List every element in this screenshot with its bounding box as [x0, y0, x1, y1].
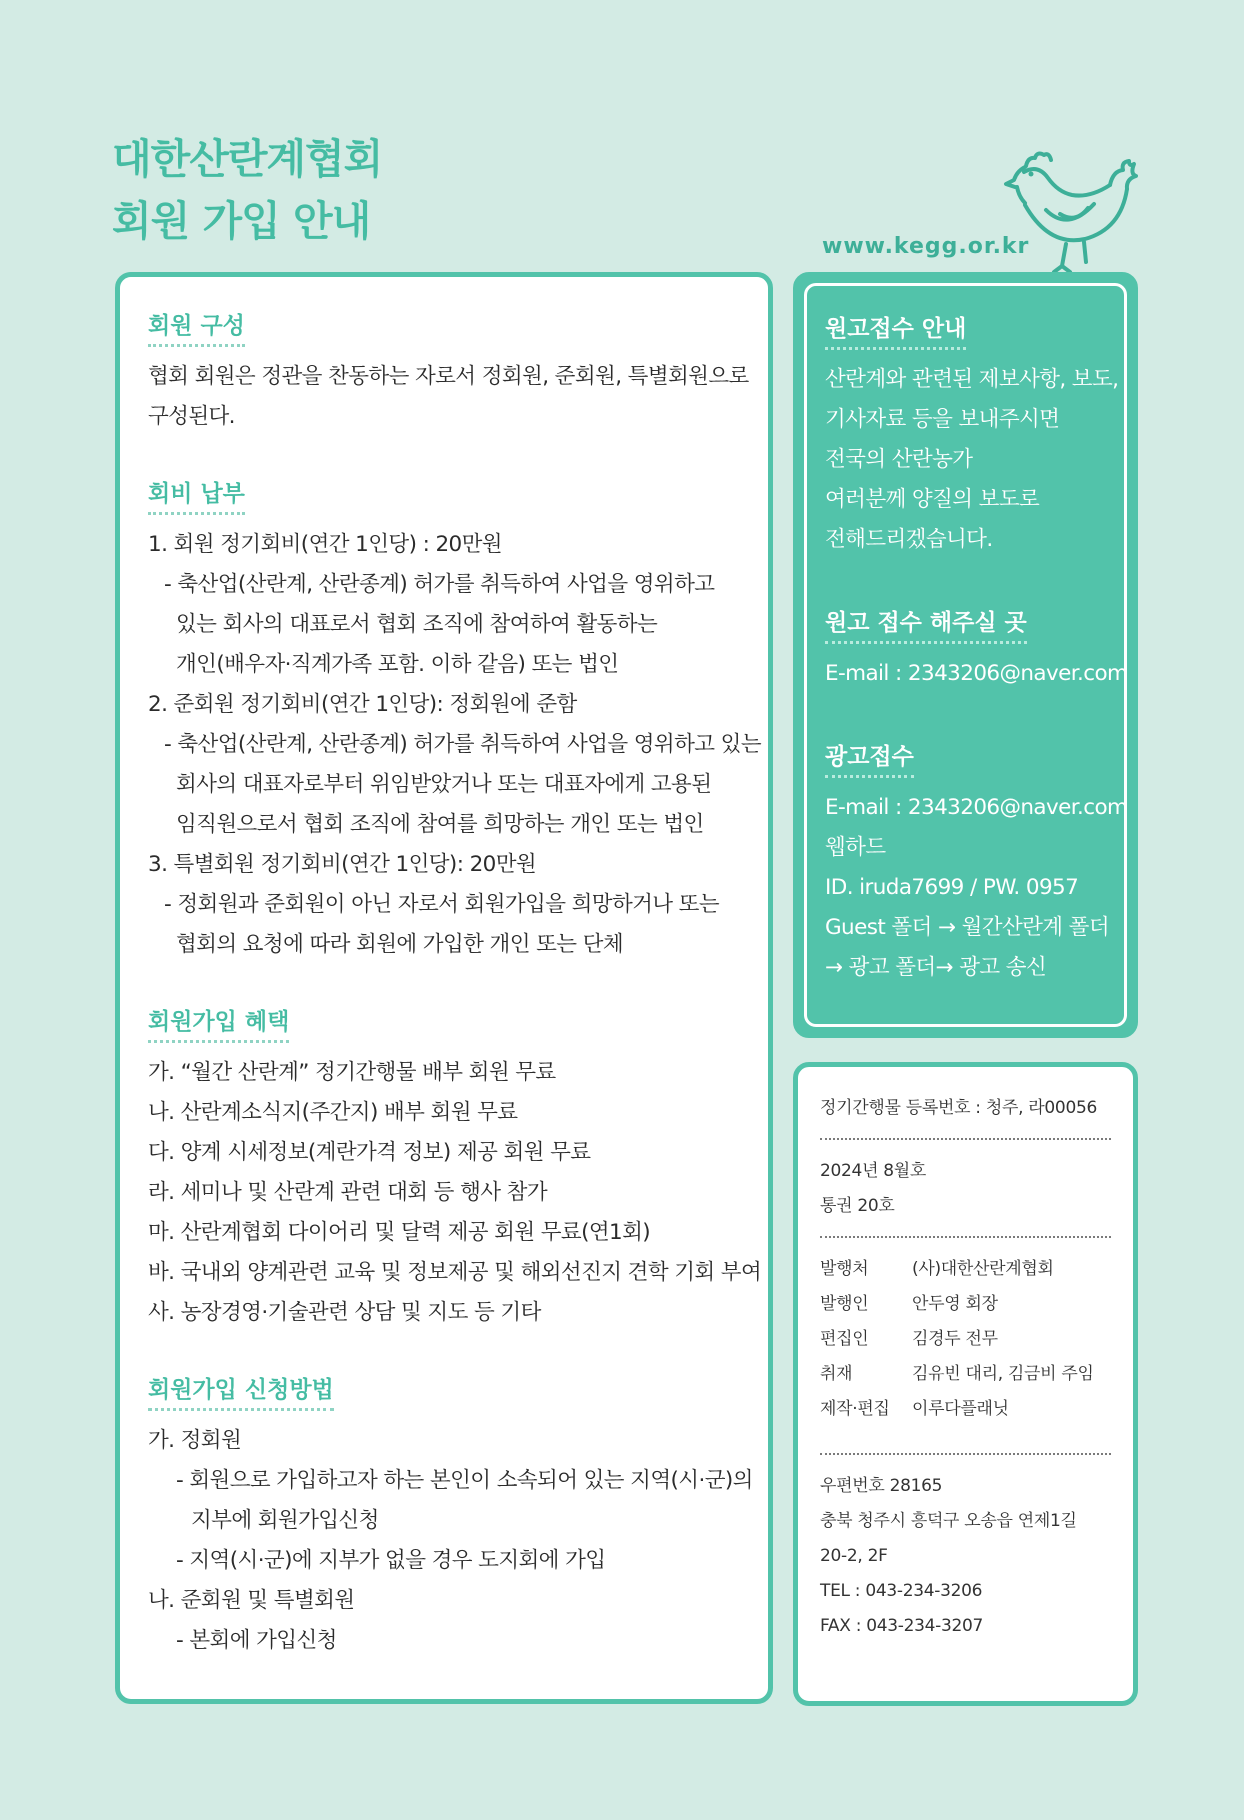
list-item: 있는 회사의 대표로서 협회 조직에 참여하여 활동하는 [176, 612, 658, 637]
divider [820, 1236, 1111, 1238]
publication-info-panel [793, 1062, 1138, 1706]
address-line: 충북 청주시 흥덕구 오송읍 연제1길 [820, 1511, 1077, 1531]
text-line: Guest 폴더 → 월간산란계 폴더 [825, 915, 1110, 940]
text-line: 전국의 산란농가 [825, 447, 973, 472]
address-line: 20-2, 2F [820, 1546, 888, 1566]
list-item: 가. “월간 산란계” 정기간행물 배부 회원 무료 [148, 1060, 556, 1085]
staff-row: 발행처 (사)대한산란계협회 [820, 1259, 1054, 1279]
list-item: 1. 회원 정기회비(연간 1인당) : 20만원 [148, 532, 502, 557]
list-item: - 회원으로 가입하고자 하는 본인이 소속되어 있는 지역(시·군)의 [176, 1468, 753, 1493]
page-title-line2: 회원 가입 안내 [112, 197, 371, 245]
list-item: - 본회에 가입신청 [176, 1628, 337, 1653]
registration-number: 정기간행물 등록번호 : 청주, 라00056 [820, 1098, 1097, 1118]
section-title-apply: 회원가입 신청방법 [148, 1371, 334, 1411]
membership-guide-panel [115, 272, 773, 1704]
email-link[interactable]: E-mail : 2343206@naver.com [825, 661, 1128, 686]
section-title-fees: 회비 납부 [148, 475, 245, 515]
list-item: - 축산업(산란계, 산란종계) 허가를 취득하여 사업을 영위하고 있는 [164, 732, 762, 757]
page-title-line1: 대한산란계협회 [112, 135, 383, 183]
list-item: 3. 특별회원 정기회비(연간 1인당): 20만원 [148, 852, 537, 877]
section-title-membership: 회원 구성 [148, 307, 245, 347]
text-line: → 광고 폴더→ 광고 송신 [825, 955, 1047, 980]
list-item: 나. 준회원 및 특별회원 [148, 1588, 355, 1613]
phone-number: TEL : 043-234-3206 [820, 1581, 983, 1601]
list-item: 협회의 요청에 따라 회원에 가입한 개인 또는 단체 [176, 932, 624, 957]
list-item: 다. 양계 시세정보(계란가격 정보) 제공 회원 무료 [148, 1140, 591, 1165]
submission-panel [793, 272, 1138, 1038]
postal-code: 우편번호 28165 [820, 1476, 943, 1496]
text-line: 웹하드 [825, 835, 886, 860]
fax-number: FAX : 043-234-3207 [820, 1616, 984, 1636]
list-item: 사. 농장경영·기술관련 상담 및 지도 등 기타 [148, 1300, 541, 1325]
list-item: - 지역(시·군)에 지부가 없을 경우 도지회에 가입 [176, 1548, 606, 1573]
list-item: - 축산업(산란계, 산란종계) 허가를 취득하여 사업을 영위하고 [164, 572, 715, 597]
list-item: - 정회원과 준회원이 아닌 자로서 회원가입을 희망하거나 또는 [164, 892, 720, 917]
divider [820, 1453, 1111, 1455]
list-item: 라. 세미나 및 산란계 관련 대회 등 행사 참가 [148, 1180, 547, 1205]
section-title-where: 원고 접수 해주실 곳 [825, 604, 1027, 644]
list-item: 바. 국내외 양계관련 교육 및 정보제공 및 해외선진지 견학 기회 부여 [148, 1260, 762, 1285]
text-line: 산란계와 관련된 제보사항, 보도, [825, 367, 1119, 392]
staff-row: 제작·편집 이루다플래닛 [820, 1399, 1009, 1419]
text-line: 기사자료 등을 보내주시면 [825, 407, 1060, 432]
text-line: 전해드리겠습니다. [825, 527, 993, 552]
list-item: 마. 산란계협회 다이어리 및 달력 제공 회원 무료(연1회) [148, 1220, 651, 1245]
staff-row: 발행인 안두영 회장 [820, 1294, 998, 1314]
text-line: 협회 회원은 정관을 찬동하는 자로서 정회원, 준회원, 특별회원으로 [148, 364, 749, 389]
staff-row: 취재 김유빈 대리, 김금비 주임 [820, 1364, 1094, 1384]
email-link[interactable]: E-mail : 2343206@naver.com [825, 795, 1128, 820]
list-item: 개인(배우자·직계가족 포함. 이하 같음) 또는 법인 [176, 652, 619, 677]
issue-volume: 통권 20호 [820, 1196, 895, 1216]
text-line: ID. iruda7699 / PW. 0957 [825, 875, 1079, 900]
list-item: 가. 정회원 [148, 1428, 242, 1453]
text-line: 여러분께 양질의 보도로 [825, 487, 1040, 512]
list-item: 임직원으로서 협회 조직에 참여를 희망하는 개인 또는 법인 [176, 812, 704, 837]
text-line: 구성된다. [148, 404, 235, 429]
list-item: 지부에 회원가입신청 [191, 1508, 379, 1533]
divider [820, 1138, 1111, 1140]
section-title-ads: 광고접수 [825, 738, 914, 778]
website-link[interactable]: www.kegg.or.kr [822, 234, 1030, 259]
list-item: 2. 준회원 정기회비(연간 1인당): 정회원에 준함 [148, 692, 577, 717]
page-title [112, 128, 382, 252]
list-item: 회사의 대표자로부터 위임받았거나 또는 대표자에게 고용된 [176, 772, 712, 797]
list-item: 나. 산란계소식지(주간지) 배부 회원 무료 [148, 1100, 518, 1125]
section-title-benefits: 회원가입 혜택 [148, 1003, 289, 1043]
staff-row: 편집인 김경두 전무 [820, 1329, 998, 1349]
section-title-submission: 원고접수 안내 [825, 310, 966, 350]
issue-date: 2024년 8월호 [820, 1161, 927, 1181]
